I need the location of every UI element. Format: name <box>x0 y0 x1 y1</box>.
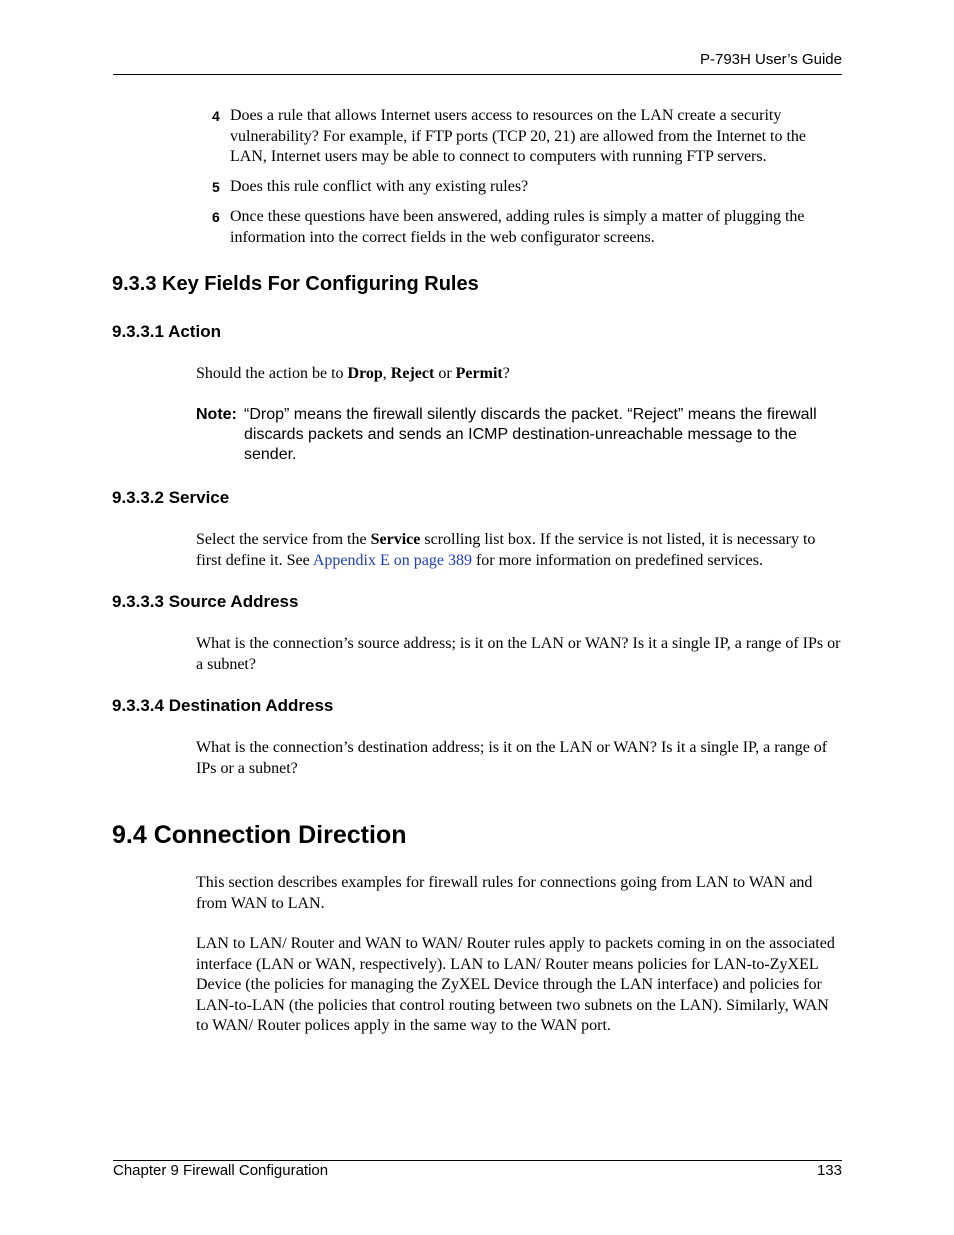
service-paragraph: Select the service from the Service scrolling list box. If the service is not listed, it is necessary to first define it. See Appendix E on page 389 for more information on predefined services. <box>196 531 816 569</box>
footer-chapter: Chapter 9 Firewall Configuration <box>113 1162 329 1179</box>
list-item <box>212 207 842 248</box>
drop-term: Drop <box>347 365 383 382</box>
subsection-heading-destination-address: 9.3.3.4 Destination Address <box>112 696 334 715</box>
destination-address-paragraph: What is the connection’s destination address; is it on the LAN or WAN? Is it a single IP, a range of IPs or a subnet? <box>196 739 828 777</box>
subsection-heading-service: 9.3.3.2 Service <box>112 488 230 507</box>
page-header-title: P-793H User’s Guide <box>699 51 842 68</box>
step-text: Once these questions have been answered, adding rules is simply a matter of plugging the information into the correct fields in the web configurator screens. <box>230 208 805 246</box>
footer-page-number: 133 <box>816 1162 842 1179</box>
appendix-link[interactable]: Appendix E on page 389 <box>312 551 472 569</box>
footer-rule <box>113 1160 842 1161</box>
service-term: Service <box>370 531 421 548</box>
note-text: “Drop” means the firewall silently discards the packet. “Reject” means the firewall discards packets and sends an ICMP destination-unreachable message to the sender. <box>244 406 817 463</box>
note-label: Note: <box>196 406 237 423</box>
step-number: 4 <box>212 108 220 124</box>
section-heading-key-fields: 9.3.3 Key Fields For Configuring Rules <box>112 273 479 295</box>
step-text: Does a rule that allows Internet users access to resources on the LAN create a security vulnerability? For example, if FTP ports (TCP 20, 21) are allowed from the Internet to the LAN, Internet users may be able to connect to computers with running FTP servers. <box>230 107 807 165</box>
subsection-heading-action: 9.3.3.1 Action <box>112 322 221 341</box>
list-item <box>212 106 842 168</box>
list-item <box>212 177 842 198</box>
step-number: 6 <box>212 209 220 225</box>
connection-direction-paragraph-1: This section describes examples for firewall rules for connections going from LAN to WAN and from WAN to LAN. <box>196 874 813 912</box>
header-rule <box>113 74 842 75</box>
source-address-paragraph: What is the connection’s source address; is it on the LAN or WAN? Is it a single IP, a range of IPs or a subnet? <box>196 635 841 673</box>
step-text: Does this rule conflict with any existing rules? <box>230 178 529 195</box>
action-paragraph: Should the action be to Drop, Reject or Permit? <box>196 365 510 382</box>
step-number: 5 <box>212 179 220 195</box>
permit-term: Permit <box>455 365 503 382</box>
connection-direction-paragraph-2: LAN to LAN/ Router and WAN to WAN/ Router rules apply to packets coming in on the associated interface (LAN or WAN, respectively). LAN to LAN/ Router means policies for LAN-to-ZyXEL Device (the policies for managing the ZyXEL Device through the LAN interface) and policies for LAN-to-LAN (the policies that control routing between two subnets on the LAN). Similarly, WAN to WAN/ Router polices apply in the same way to the WAN port. <box>196 935 835 1034</box>
subsection-heading-source-address: 9.3.3.3 Source Address <box>112 592 299 611</box>
section-heading-connection-direction: 9.4 Connection Direction <box>112 821 407 849</box>
reject-term: Reject <box>390 365 435 382</box>
note-block <box>196 405 842 465</box>
